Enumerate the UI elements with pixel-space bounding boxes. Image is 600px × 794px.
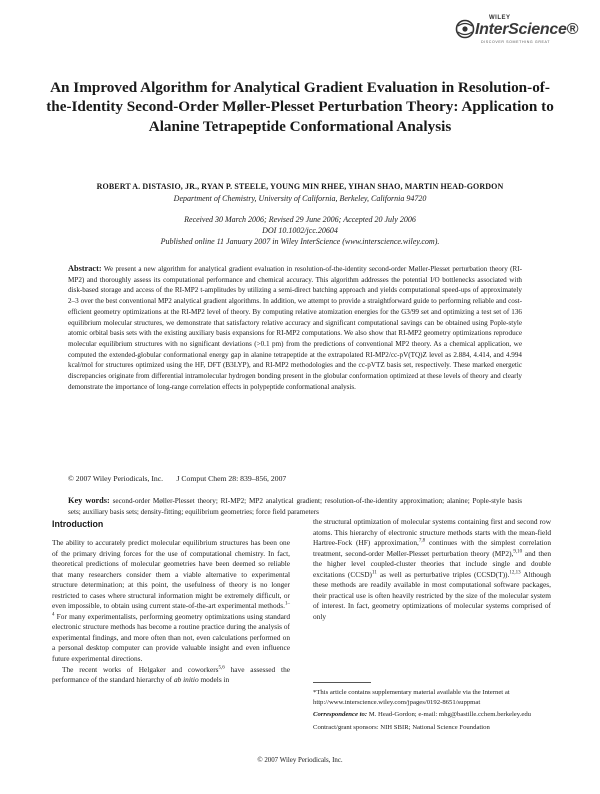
keywords-text: second-order Møller-Plesset theory; RI-MP2; MP2 analytical gradient; resolution-of-the-identity approximation; alanine; Pople-style basis sets; auxiliary basis sets; density-fitting; equilibrium geometries; force field parameters — [68, 497, 523, 516]
intro-paragraph-1: The ability to accurately predict molecular equilibrium structures has been one of the primary driving forces for the use of computational chemistry. In fact, theoretical predictions of molecular geometries have been deemed so reliable that many researchers consider them a viable alternative to experimental structure determination; at this point, the usefulness of theory is no longer restricted to cases where structural information might be extremely difficult, or even impossible, to obtain using current state-of-the-art experimental methods.$^{1-4}$ For many experimentalists, performing geometry optimizations using standard electronic structure methods has become a routine practice during the analysis of experimental findings, and more often than not, even calculations performed on a personal desktop computer can provide valuable insight and even influence future experimental directions. — [52, 538, 290, 664]
correspondence-note: Correspondence to: M. Head-Gordon; e-mail: mhg@bastille.cchem.berkeley.edu — [313, 711, 532, 718]
publisher-brand-main: InterScience® — [475, 21, 579, 38]
received-dates: Received 30 March 2006; Revised 29 June 2006; Accepted 20 July 2006 — [184, 215, 416, 224]
published-online: Published online 11 January 2007 in Wiley InterScience (www.interscience.wiley.com). — [160, 237, 440, 246]
footer-copyright: © 2007 Wiley Periodicals, Inc. — [257, 757, 343, 764]
doi: DOI 10.1002/jcc.20604 — [262, 226, 338, 235]
intro-paragraph-2: The recent works of Helgaker and coworkers$^{5,6}$ have assessed the performance of the standard hierarchy of ab initio models in — [52, 664, 290, 685]
affiliation: Department of Chemistry, University of California, Berkeley, California 94720 — [173, 194, 427, 203]
left-column — [52, 538, 290, 686]
footnotes — [313, 688, 551, 732]
abstract-copyright: © 2007 Wiley Periodicals, Inc. — [68, 474, 164, 483]
abstract-text: We present a new algorithm for analytical gradient evaluation in resolution-of-the-identity second-order Møller-Plesset perturbation theory (RI-MP2) and thoroughly assess its computational performance and chemical accuracy. This algorithm addresses the potential I/O bottlenecks associated with disk-based storage and access of the RI-MP2 t-amplitudes by utilizing a semi-direct batching approach and yields computational speed-ups of approximately 2–3 over the best conventional MP2 analytical gradient algorithms. In addition, we attempt to provide a straightforward guide to performing reliable and cost-efficient geometry optimizations at the RI-MP2 level of theory. By computing relative atomization energies for the G3/99 set and optimizing a test set of 136 equilibrium molecular structures, we demonstrate that satisfactory relative accuracy and significant computational savings can be obtained using Pople-style atomic orbital basis sets with the existing auxiliary basis expansions for RI-MP2 computations. We also show that RI-MP2 geometry optimizations reproduce molecular equilibrium structures with no significant deviations (>0.1 pm) from the predictions of conventional MP2 theory. As a chemical application, we computed the extended-globular conformational energy gap in alanine tetrapeptide at the extrapolated RI-MP2/cc-pV(TQ)Z level as 2.884, 4.414, and 4.994 kcal/mol for structures optimized using the HF, DFT (B3LYP), and RI-MP2 methodologies and the cc-pVTZ basis set, respectively. These marked energetic discrepancies originate from differential intramolecular hydrogen bonding present in the globular conformation optimized at these levels of theory and clearly demonstrate the importance of long-range correlation effects in polypeptide conformational analysis. — [68, 265, 523, 391]
author-list: ROBERT A. DISTASIO, JR., RYAN P. STEELE, YOUNG MIN RHEE, YIHAN SHAO, MARTIN HEAD-GORDON — [96, 182, 504, 191]
abstract-label: Abstract: — [68, 264, 102, 273]
keywords-label: Key words: — [68, 496, 110, 505]
grant-note: Contract/grant sponsors: NIH SBIR; National Science Foundation — [313, 723, 490, 731]
keywords — [68, 496, 522, 518]
publication-history — [20, 214, 580, 247]
supplementary-note: *This article contains supplementary material available via the Internet at http://www.interscience.wiley.com/jpages/0192-8651/suppmat — [313, 689, 510, 706]
publisher-brand-top: WILEY — [489, 15, 511, 21]
journal-citation: J Comput Chem 28: 839–856, 2007 — [176, 474, 287, 483]
intro-paragraph-continued: the structural optimization of molecular systems containing first and second row atoms. This hierarchy of electronic structure methods starts with the mean-field Hartree-Fock (HF) approximation,$^{7,8}$ continues with the simplest correlation treatment, second-order Møller-Plesset perturbation theory (MP2),$^{9,10}$ and then the higher level coupled-cluster theories that include single and double excitations (CCSD)$^{11}$ as well as perturbative triples (CCSD(T)).$^{12,13}$ Although these methods are readily available in most computational software packages, their practical use is often heavily restricted by the size of the molecular system of interest. In fact, geometry optimizations of molecular systems comprised of only — [313, 517, 552, 621]
article-title: An Improved Algorithm for Analytical Gradient Evaluation in Resolution-of-the-Identity Second-Order Møller-Plesset Perturbation Theory: Application to Alanine Tetrapeptide Conformational Analysis — [46, 79, 554, 135]
footnote-divider — [313, 682, 371, 683]
publisher-tagline: DISCOVER SOMETHING GREAT — [481, 40, 551, 44]
introduction-heading: Introduction — [52, 519, 104, 529]
wiley-globe-icon — [455, 18, 475, 40]
publisher-logo — [455, 15, 585, 45]
abstract — [68, 264, 522, 392]
abstract-copyright-line — [68, 474, 522, 483]
right-column — [313, 517, 551, 622]
